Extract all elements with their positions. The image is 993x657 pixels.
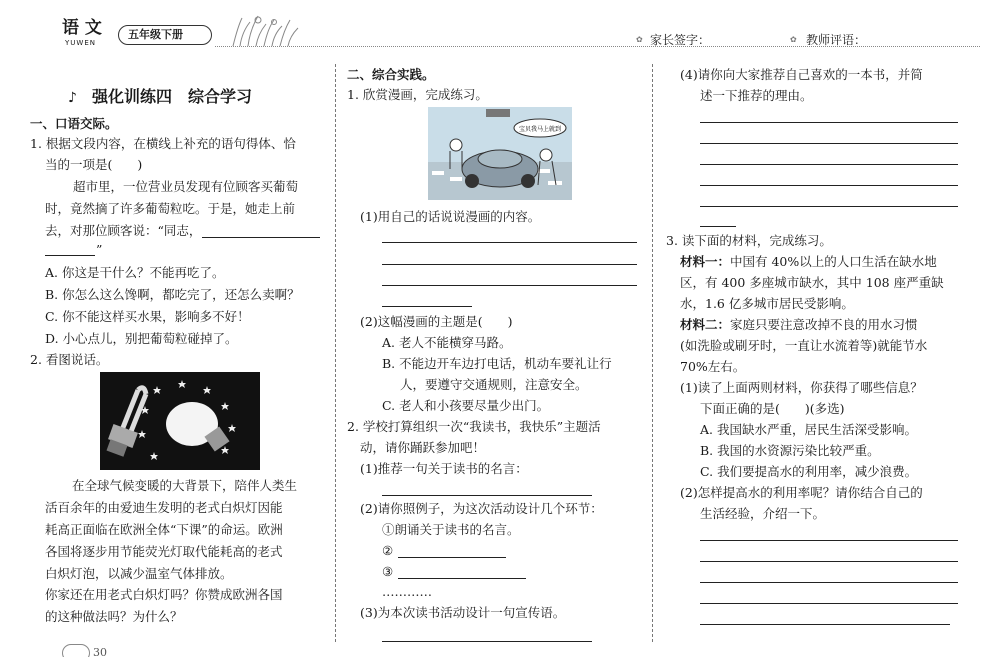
step-example: ①朗诵关于读书的名言。 [382,522,520,537]
sub-question: (2)怎样提高水的利用率呢？请你结合自己的 [680,485,923,500]
option-c[interactable]: C. 你不能这样买水果，影响多不好！ [45,309,250,324]
teacher-comment-label: 教师评语： [806,33,867,47]
question-text: 2. 看图说话。 [30,352,109,367]
light-bulb-image [100,372,260,470]
answer-line[interactable] [382,495,592,496]
option-c[interactable]: C. 我们要提高水的利用率，减少浪费。 [700,464,918,479]
answer-line[interactable] [382,306,472,307]
question-text: 3. 读下面的材料，完成练习。 [666,233,832,248]
answer-line[interactable] [700,603,958,604]
cartoon-speech-bubble: 宝贝我马上就到 [518,126,562,133]
passage-text: 的这种做法吗？为什么？ [45,609,183,624]
answer-line[interactable] [700,122,958,123]
music-note-icon: ♪ [68,90,77,106]
section-heading: 一、口语交际。 [30,116,118,131]
step-3-label: ③ [382,564,394,579]
traffic-cartoon-image [428,107,572,200]
question-text: 当的一项是( ) [45,157,143,172]
grade-label: 五年级下册 [128,28,183,41]
answer-line[interactable] [700,540,958,541]
option-b[interactable]: B. 你怎么这么馋啊，都吃完了，还怎么卖啊？ [45,287,300,302]
option-a[interactable]: A. 老人不能横穿马路。 [382,335,512,350]
flower-icon: ✿ [636,35,643,44]
section-heading: 二、综合实践。 [347,67,435,82]
page-number: 30 [93,646,107,657]
material-text: 水，1.6 亿多城市居民受影响。 [680,296,854,311]
option-a[interactable]: A. 我国缺水严重，居民生活深受影响。 [700,422,917,437]
answer-line[interactable] [700,143,958,144]
sub-question: (2)这幅漫画的主题是( ) [360,314,513,329]
material-text: 区，有 400 多座城市缺水，其中 108 座严重缺 [680,275,944,290]
answer-line[interactable] [382,242,637,243]
sub-question: (1)读了上面两则材料，你获得了哪些信息？ [680,380,923,395]
option-b-cont: 人，要遵守交通规则，注意安全。 [400,377,588,392]
page-title: 强化训练四 综合学习 [92,87,253,106]
page-number-badge [62,644,90,657]
option-a[interactable]: A. 你这是干什么？不能再吃了。 [45,265,225,280]
sub-question: (4)请你向大家推荐自己喜欢的一本书，并简 [680,67,923,82]
answer-line[interactable] [700,164,958,165]
passage-text: 在全球气候变暖的大背景下，陪伴人类生 [72,478,298,493]
question-text: 2. 学校打算组织一次“我读书，我快乐”主题活 [347,419,601,434]
sub-question: (3)为本次读书活动设计一句宣传语。 [360,605,566,620]
passage-text: 耗高正面临在欧洲全体“下课”的命运。欧洲 [45,522,283,537]
grass-decoration [228,14,318,48]
material-label: 材料一： [680,254,731,269]
passage-text: 白炽灯泡，以减少温室气体排放。 [45,566,233,581]
answer-line[interactable] [398,578,526,579]
column-divider [652,64,653,642]
answer-line[interactable] [700,582,958,583]
passage-text: 时，竟然摘了许多葡萄粒吃。于是，她走上前 [45,201,296,216]
question-text: 动，请你踊跃参加吧！ [360,440,486,455]
column-divider [335,64,336,642]
subject-pinyin: YUWEN [65,39,96,47]
option-b[interactable]: B. 不能边开车边打电话，机动车要礼让行 [382,356,612,371]
answer-line[interactable] [700,206,958,207]
subject-title: 语 文 [62,18,102,38]
material-text: (如洗脸或刷牙时，一直让水流着等)就能节水 [680,338,928,353]
passage-text: 去，对那位顾客说：“同志， [45,223,202,238]
parent-sign-label: 家长签字： [650,33,711,47]
quote-mark: ” [96,242,103,257]
option-c[interactable]: C. 老人和小孩要尽量少出门。 [382,398,550,413]
answer-line[interactable] [398,557,506,558]
answer-line[interactable] [700,624,950,625]
sub-question: (2)请你照例子，为这次活动设计几个环节： [360,501,603,516]
material-label: 材料二： [680,317,731,332]
sub-question: 述一下推荐的理由。 [700,88,813,103]
sub-question: (1)用自己的话说说漫画的内容。 [360,209,541,224]
passage-text: 超市里，一位营业员发现有位顾客买葡萄 [73,179,299,194]
material-text: 中国有 40%以上的人口生活在缺水地 [730,254,937,269]
material-text: 70%左右。 [680,359,746,374]
sub-question: (1)推荐一句关于读书的名言： [360,461,528,476]
passage-text: 各国将逐步用节能荧光灯取代能耗高的老式 [45,544,283,559]
answer-line[interactable] [45,255,95,256]
passage-text: 活百余年的由爱迪生发明的老式白炽灯因能 [45,500,283,515]
answer-line[interactable] [700,226,736,227]
answer-line[interactable] [382,264,637,265]
sub-question: 下面正确的是( )(多选) [700,401,845,416]
sub-question: 生活经验，介绍一下。 [700,506,826,521]
flower-icon: ✿ [790,35,797,44]
option-d[interactable]: D. 小心点儿，别把葡萄粒碰掉了。 [45,331,238,346]
answer-line[interactable] [382,285,637,286]
answer-line[interactable] [700,185,958,186]
answer-line[interactable] [700,561,958,562]
step-2-label: ② [382,543,394,558]
passage-text: 你家还在用老式白炽灯吗？你赞成欧洲各国 [45,587,283,602]
answer-line[interactable] [202,237,320,238]
question-text: 1. 欣赏漫画，完成练习。 [347,87,488,102]
answer-line[interactable] [382,641,592,642]
option-b[interactable]: B. 我国的水资源污染比较严重。 [700,443,880,458]
material-text: 家庭只要注意改掉不良的用水习惯 [730,317,918,332]
question-text: 1. 根据文段内容，在横线上补充的语句得体、恰 [30,136,296,151]
ellipsis: ………… [382,584,432,599]
